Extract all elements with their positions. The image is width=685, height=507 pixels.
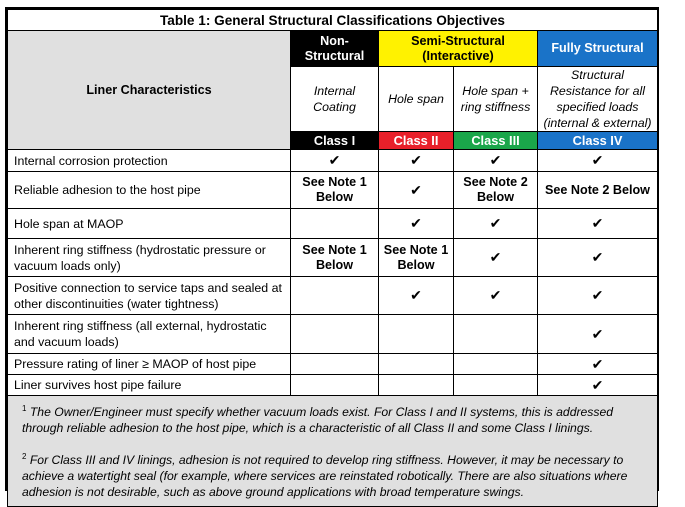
row-label: Inherent ring stiffness (all external, hydrostatic and vacuum loads) — [8, 315, 291, 354]
row-cell-class-3 — [454, 315, 538, 354]
desc-class-4: Structural Resistance for all specified loads (internal & external) — [538, 67, 658, 132]
table-row — [8, 354, 658, 375]
row-cell-class-1 — [291, 209, 379, 239]
table-frame — [5, 7, 659, 500]
desc-class-3: Hole span + ring stiffness — [454, 67, 538, 132]
row-label: Reliable adhesion to the host pipe — [8, 172, 291, 209]
class-2-badge: Class II — [379, 132, 454, 150]
group-fully-structural: Fully Structural — [538, 31, 658, 67]
table-row — [8, 277, 658, 315]
table-row — [8, 375, 658, 396]
classification-table — [7, 9, 658, 507]
row-cell-class-1 — [291, 354, 379, 375]
row-label: Hole span at MAOP — [8, 209, 291, 239]
liner-characteristics-header: Liner Characteristics — [8, 31, 291, 150]
row-cell-class-4: ✔ — [538, 277, 658, 315]
desc-class-1: Internal Coating — [291, 67, 379, 132]
row-cell-class-3: See Note 2 Below — [454, 172, 538, 209]
row-cell-class-2: ✔ — [379, 277, 454, 315]
row-cell-class-3 — [454, 354, 538, 375]
row-cell-class-1 — [291, 375, 379, 396]
row-cell-class-4: ✔ — [538, 375, 658, 396]
row-cell-class-3: ✔ — [454, 277, 538, 315]
row-label: Internal corrosion protection — [8, 150, 291, 172]
footnote-text: For Class III and IV linings, adhesion is not required to develop ring stiffness. However, it may be necessary to achieve a watertight seal (for example, where services are reinstated robotically. There are also situations where adhesion is not desirable, such as above ground applications with broad temperature swings. — [22, 453, 628, 500]
row-cell-class-2 — [379, 315, 454, 354]
row-label: Positive connection to service taps and sealed at other discontinuities (water tightness) — [8, 277, 291, 315]
title-row — [8, 10, 658, 31]
row-label: Liner survives host pipe failure — [8, 375, 291, 396]
row-label: Pressure rating of liner ≥ MAOP of host pipe — [8, 354, 291, 375]
row-cell-class-1: See Note 1 Below — [291, 239, 379, 277]
row-cell-class-4: See Note 2 Below — [538, 172, 658, 209]
table-title: Table 1: General Structural Classifications Objectives — [8, 10, 658, 31]
row-cell-class-3: ✔ — [454, 150, 538, 172]
group-row — [8, 31, 658, 67]
row-cell-class-4: ✔ — [538, 354, 658, 375]
row-cell-class-4: ✔ — [538, 315, 658, 354]
row-cell-class-4: ✔ — [538, 239, 658, 277]
row-cell-class-1: See Note 1 Below — [291, 172, 379, 209]
table-row — [8, 172, 658, 209]
class-1-badge: Class I — [291, 132, 379, 150]
class-4-badge: Class IV — [538, 132, 658, 150]
row-cell-class-3: ✔ — [454, 239, 538, 277]
row-cell-class-2 — [379, 354, 454, 375]
row-cell-class-2: ✔ — [379, 172, 454, 209]
footnote-marker: 1 — [22, 404, 27, 413]
group-non-structural: Non-Structural — [291, 31, 379, 67]
footnotes — [8, 396, 658, 507]
row-cell-class-1 — [291, 315, 379, 354]
row-cell-class-4: ✔ — [538, 209, 658, 239]
row-cell-class-3 — [454, 375, 538, 396]
row-cell-class-2: ✔ — [379, 150, 454, 172]
row-cell-class-2: ✔ — [379, 209, 454, 239]
footnote-1 — [22, 401, 643, 436]
table-row — [8, 209, 658, 239]
footnote-marker: 2 — [22, 452, 27, 462]
table-row — [8, 315, 658, 354]
row-cell-class-3: ✔ — [454, 209, 538, 239]
desc-class-2: Hole span — [379, 67, 454, 132]
table-row — [8, 239, 658, 277]
footnote-2 — [22, 449, 643, 500]
class-3-badge: Class III — [454, 132, 538, 150]
row-cell-class-2 — [379, 375, 454, 396]
row-cell-class-4: ✔ — [538, 150, 658, 172]
row-label: Inherent ring stiffness (hydrostatic pressure or vacuum loads only) — [8, 239, 291, 277]
row-cell-class-1 — [291, 277, 379, 315]
row-cell-class-1: ✔ — [291, 150, 379, 172]
group-semi-structural: Semi-Structural (Interactive) — [379, 31, 538, 67]
table-row — [8, 150, 658, 172]
row-cell-class-2: See Note 1 Below — [379, 239, 454, 277]
footnote-text: The Owner/Engineer must specify whether vacuum loads exist. For Class I and II systems, this is addressed through reliable adhesion to the host pipe, which is a characteristic of all Class II and some Class I linings. — [22, 405, 614, 436]
notes-row — [8, 396, 658, 507]
